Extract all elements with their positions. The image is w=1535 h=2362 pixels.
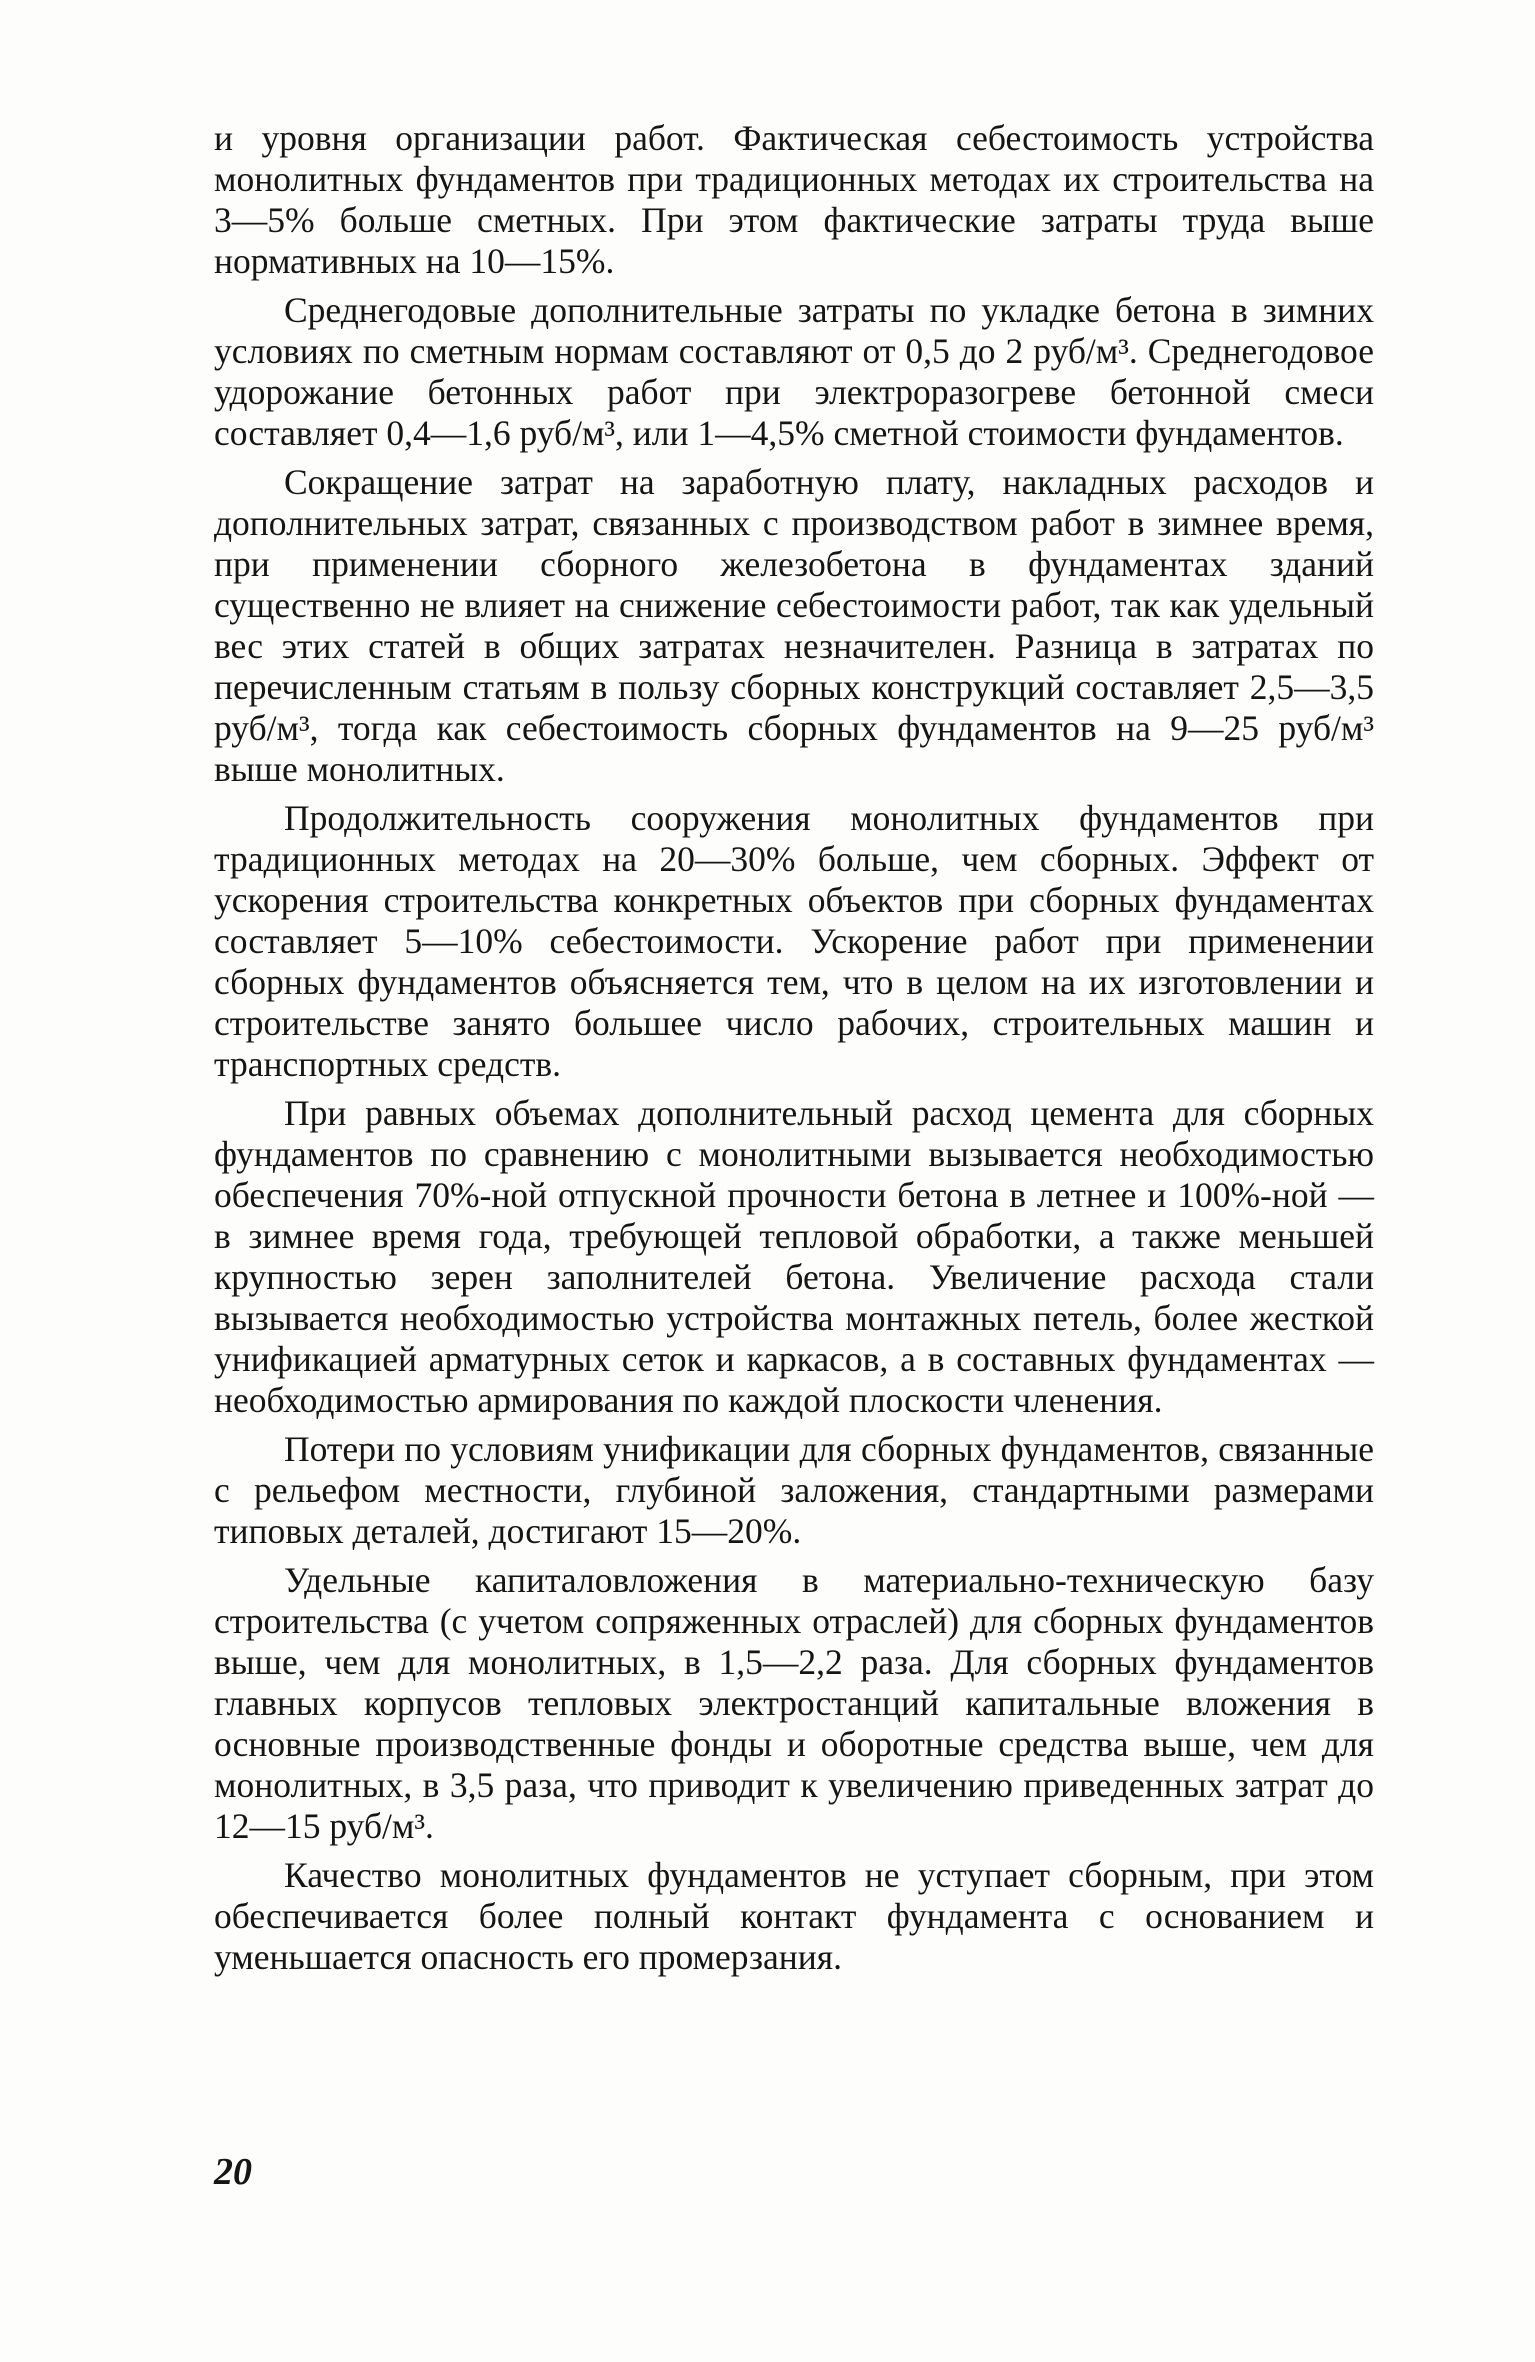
paragraph-1: и уровня организации работ. Фактическая себестоимость устройства монолитных фундаментов при традиционных методах их строительства на 3—5% больше сметных. При этом фактические затраты труда выше нормативных на 10—15%. xyxy=(214,118,1374,281)
body-text xyxy=(214,118,1374,1986)
paragraph-8: Качество монолитных фундаментов не уступает сборным, при этом обеспечивается более полный контакт фундамента с основанием и уменьшается опасность его промерзания. xyxy=(214,1855,1374,1977)
paragraph-4: Продолжительность сооружения монолитных фундаментов при традиционных методах на 20—30% больше, чем сборных. Эффект от ускорения строительства конкретных объектов при сборных фундаментах составляет 5—10% себестоимости. Ускорение работ при применении сборных фундаментов объясняется тем, что в целом на их изготовлении и строительстве занято большее число рабочих, строительных машин и транспортных средств. xyxy=(214,798,1374,1084)
paragraph-7: Удельные капиталовложения в материально-техническую базу строительства (с учетом сопряженных отраслей) для сборных фундаментов выше, чем для монолитных, в 1,5—2,2 раза. Для сборных фундаментов главных корпусов тепловых электростанций капитальные вложения в основные производственные фонды и оборотные средства выше, чем для монолитных, в 3,5 раза, что приводит к увеличению приведенных затрат до 12—15 руб/м³. xyxy=(214,1560,1374,1846)
paragraph-5: При равных объемах дополнительный расход цемента для сборных фундаментов по сравнению с монолитными вызывается необходимостью обеспечения 70%-ной отпускной прочности бетона в летнее и 100%-ной — в зимнее время года, требующей тепловой обработки, а также меньшей крупностью зерен заполнителей бетона. Увеличение расхода стали вызывается необходимостью устройства монтажных петель, более жесткой унификацией арматурных сеток и каркасов, а в составных фундаментах — необходимостью армирования по каждой плоскости членения. xyxy=(214,1093,1374,1420)
paragraph-3: Сокращение затрат на заработную плату, накладных расходов и дополнительных затрат, связанных с производством работ в зимнее время, при применении сборного железобетона в фундаментах зданий существенно не влияет на снижение себестоимости работ, так как удельный вес этих статей в общих затратах незначителен. Разница в затратах по перечисленным статьям в пользу сборных конструкций составляет 2,5—3,5 руб/м³, тогда как себестоимость сборных фундаментов на 9—25 руб/м³ выше монолитных. xyxy=(214,462,1374,789)
paragraph-6: Потери по условиям унификации для сборных фундаментов, связанные с рельефом местности, глубиной заложения, стандартными размерами типовых деталей, достигают 15—20%. xyxy=(214,1429,1374,1551)
paragraph-2: Среднегодовые дополнительные затраты по укладке бетона в зимних условиях по сметным нормам составляют от 0,5 до 2 руб/м³. Среднегодовое удорожание бетонных работ при электроразогреве бетонной смеси составляет 0,4—1,6 руб/м³, или 1—4,5% сметной стоимости фундаментов. xyxy=(214,290,1374,453)
page-number: 20 xyxy=(214,2151,252,2193)
